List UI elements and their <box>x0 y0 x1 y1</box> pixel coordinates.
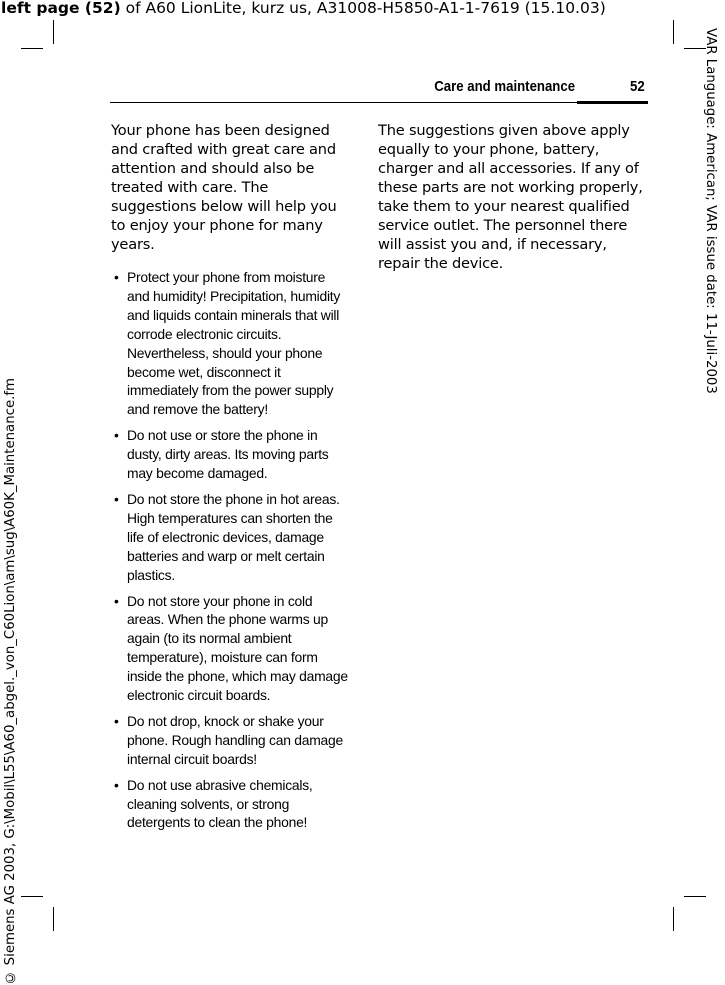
list-item <box>111 712 351 769</box>
care-tips-list <box>111 268 351 832</box>
crop-mark <box>53 907 54 931</box>
header-rule <box>110 102 648 103</box>
page-header <box>110 76 648 104</box>
crop-mark <box>684 896 706 897</box>
list-item-text: Do not use abrasive chemicals, cleaning solvents, or strong detergents to clean the phone! <box>127 776 313 831</box>
bullet-icon: • <box>114 712 119 729</box>
right-column <box>378 121 650 273</box>
print-job-page-label: left page (52) <box>1 0 121 17</box>
list-item-text: Protect your phone from moisture and humidity! Precipitation, humidity and liquids contain minerals that will corrode electronic circuits. Nevertheless, should your phone become wet, disconnect it immediately from the power supply and remove the battery! <box>127 269 341 418</box>
left-column <box>111 121 351 839</box>
print-job-banner <box>1 0 606 19</box>
page-title: Care and maintenance <box>434 78 575 95</box>
crop-mark <box>53 20 54 44</box>
list-item-text: Do not use or store the phone in dusty, dirty areas. Its moving parts may become damaged. <box>127 427 329 482</box>
list-item <box>111 268 351 419</box>
list-item <box>111 592 351 705</box>
crop-mark <box>21 896 43 897</box>
list-item <box>111 426 351 483</box>
bullet-icon: • <box>114 427 119 444</box>
crop-mark <box>673 20 674 44</box>
var-language-sidebar: VAR Language: American; VAR issue date: 11-Juli-2003 <box>703 28 718 394</box>
crop-mark <box>21 48 43 49</box>
list-item-text: Do not store the phone in hot areas. High temperatures can shorten the life of electronic devices, damage batteries and warp or melt certain plastics. <box>127 490 340 583</box>
closing-paragraph: The suggestions given above apply equally to your phone, battery, charger and all accessories. If any of these parts are not working properly, take them to your nearest qualified service outlet. The personnel there will assist you and, if necessary, repair the device. <box>378 122 643 272</box>
header-rule-tab <box>577 101 648 104</box>
list-item <box>111 776 351 833</box>
crop-mark <box>673 907 674 931</box>
copyright-file-path-sidebar: © Siemens AG 2003, G:\Mobil\L55\A60_abgel._von_C60Lion\am\sug\A60K_Maintenance.fm <box>3 378 18 985</box>
bullet-icon: • <box>114 269 119 285</box>
page-number: 52 <box>630 78 645 95</box>
list-item-text: Do not drop, knock or shake your phone. Rough handling can damage internal circuit boards! <box>127 712 343 767</box>
bullet-icon: • <box>114 592 119 609</box>
bullet-icon: • <box>114 776 119 793</box>
list-item <box>111 490 351 585</box>
bullet-icon: • <box>114 490 119 507</box>
print-job-details: of A60 LionLite, kurz us, A31008-H5850-A1-1-7619 (15.10.03) <box>120 0 606 17</box>
list-item-text: Do not store your phone in cold areas. When the phone warms up again (to its normal ambient temperature), moisture can form inside the phone, which may damage electronic circuit boards. <box>127 592 348 704</box>
intro-paragraph: Your phone has been designed and crafted with great care and attention and should also be treated with care. The suggestions below will help you to enjoy your phone for many years. <box>111 122 337 253</box>
